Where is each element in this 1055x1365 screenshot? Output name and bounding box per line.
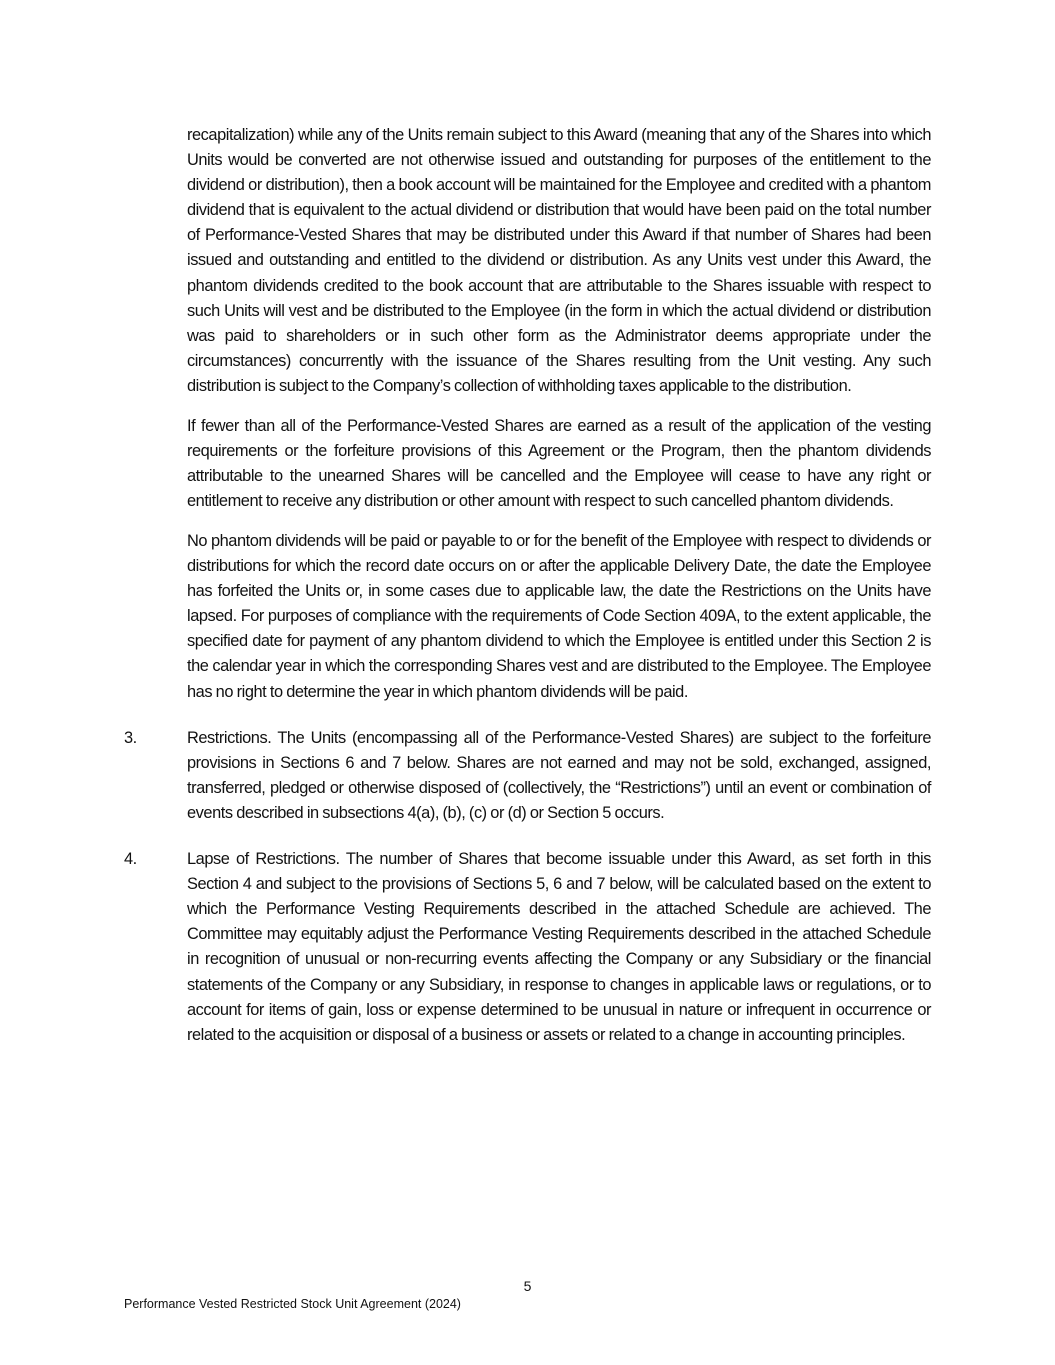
section-body <box>187 847 931 1048</box>
footer-document-title: Performance Vested Restricted Stock Unit Agreement (2024) <box>124 1297 461 1311</box>
section-4-lapse-of-restrictions <box>124 847 931 1048</box>
paragraph-phantom-dividend-account: recapitalization) while any of the Units remain subject to this Award (meaning that any of the Shares into which Units would be converted are not otherwise issued and outstanding for purposes of the entitlement to the dividend or distribution), then a book account will be maintained for the Employee and credited with a phantom dividend that is equivalent to the actual dividend or distribution that would have been paid on the total number of Performance-Vested Shares that may be distributed under this Award if that number of Shares had been issued and outstanding and entitled to the dividend or distribution. As any Units vest under this Award, the phantom dividends credited to the book account that are attributable to the Shares issuable with respect to such Units will vest and be distributed to the Employee (in the form in which the actual dividend or distribution was paid to shareholders or in such other form as the Administrator deems appropriate under the circumstances) concurrently with the issuance of the Shares resulting from the Unit vesting. Any such distribution is subject to the Company’s collection of withholding taxes applicable to the distribution. <box>187 126 931 395</box>
paragraph-no-phantom-dividends: No phantom dividends will be paid or payable to or for the benefit of the Employee with respect to dividends or distributions for which the record date occurs on or after the applicable Delivery Date, the date the Employee has forfeited the Units or, in some cases due to applicable law, the date the Restrictions on the Units have lapsed. For purposes of compliance with the requirements of Code Section 409A, to the extent applicable, the specified date for payment of any phantom dividend to which the Employee is entitled under this Section 2 is the calendar year in which the corresponding Shares vest and are distributed to the Employee. The Employee has no right to determine the year in which phantom dividends will be paid. <box>187 532 931 701</box>
section-body <box>187 726 931 826</box>
section-heading: Restrictions. <box>187 728 272 747</box>
section-heading: Lapse of Restrictions. <box>187 850 340 869</box>
section-3-restrictions <box>124 726 931 826</box>
section-number: 3. <box>124 728 137 747</box>
paragraph-unearned-shares: If fewer than all of the Performance-Vested Shares are earned as a result of the application of the vesting requirements or the forfeiture provisions of this Agreement or the Program, then the phantom dividends attributable to the unearned Shares will be cancelled and the Employee will cease to have any right or entitlement to receive any distribution or other amount with respect to such cancelled phantom dividends. <box>187 416 931 511</box>
page-number: 5 <box>523 1278 532 1294</box>
section-number: 4. <box>124 850 137 869</box>
section-content: The Units (encompassing all of the Performance-Vested Shares) are subject to the forfeiture provisions in Sections 6 and 7 below. Shares are not earned and may not be sold, exchanged, assigned, transferred, pledged or otherwise disposed of (collectively, the “Restrictions”) until an event or combination of events described in subsections 4(a), (b), (c) or (d) or Section 5 occurs. <box>187 728 931 822</box>
document-body <box>124 123 931 1048</box>
section-content: The number of Shares that become issuable under this Award, as set forth in this Section 4 and subject to the provisions of Sections 5, 6 and 7 below, will be calculated based on the extent to which the Performance Vesting Requirements described in the attached Schedule are achieved. The Committee may equitably adjust the Performance Vesting Requirements described in the attached Schedule in recognition of unusual or non-recurring events affecting the Company or any Subsidiary or the financial statements of the Company or any Subsidiary, in response to changes in applicable laws or regulations, or to account for items of gain, loss or expense determined to be unusual in nature or infrequent in occurrence or related to the acquisition or disposal of a business or assets or related to a change in accounting principles. <box>187 850 931 1044</box>
